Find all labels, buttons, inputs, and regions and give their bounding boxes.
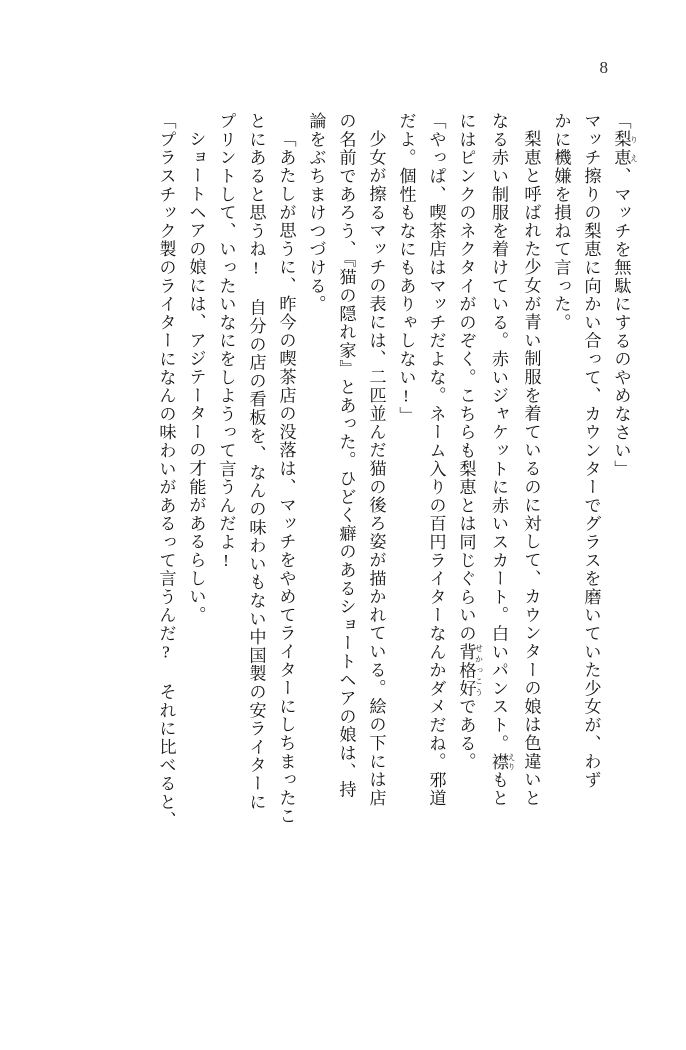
text-line: 「プラスチック製のライターになんの味わいがあるって言うんだ? それに比べると、 <box>156 112 176 830</box>
text-line: とにあると思うね! 自分の店の看板を、なんの味わいもない中国製の安ライターに <box>246 112 266 811</box>
text-line: 少女が擦るマッチの表には、二匹並んだ猫の後ろ姿が描かれている。絵の下には店 <box>366 130 386 808</box>
page-number: 8 <box>599 58 608 77</box>
text-line: 「梨恵 りえ、マッチを無駄にするのやめなさい」 <box>611 112 639 479</box>
text-line: 論をぶちまけつづける。 <box>306 112 326 314</box>
text-line: にはピンクのネクタイがのぞく。こちらも梨恵とは同じぐらいの背格好 せかっこうである。 <box>456 112 484 771</box>
text-line: マッチ擦りの梨恵に向かい合って、カウンターでグラスを磨いていた少女が、わず <box>581 112 601 790</box>
vertical-text-body <box>44 112 638 1002</box>
text-line: 梨恵と呼ばれた少女が青い制服を着ているのに対して、カウンターの娘は色違いと <box>521 130 541 808</box>
text-line: なる赤い制服を着けている。赤いジャケットに赤いスカート。白いパンスト。襟 えりもと <box>489 112 516 808</box>
text-line: 「やっぱ、喫茶店はマッチだよな。ネーム入りの百円ライターなんかダメだね。邪道 <box>426 112 446 808</box>
text-line: の名前であろう、『猫の隠れ家』とあった。ひどく癖のあるショートヘアの娘は、持 <box>336 112 356 799</box>
text-line: ショートヘアの娘には、アジテーターの才能があるらしい。 <box>186 130 206 625</box>
text-line: だよ。個性もなにもありゃしない!」 <box>396 112 416 425</box>
text-line: かに機嫌を損ねて言った。 <box>551 112 571 332</box>
text-line: プリントして、いったいなにをしようって言うんだよ! <box>216 112 236 572</box>
text-line: 「あたしが思うに、昨今の喫茶店の没落は、マッチをやめてライターにしちまったこ <box>276 130 296 826</box>
